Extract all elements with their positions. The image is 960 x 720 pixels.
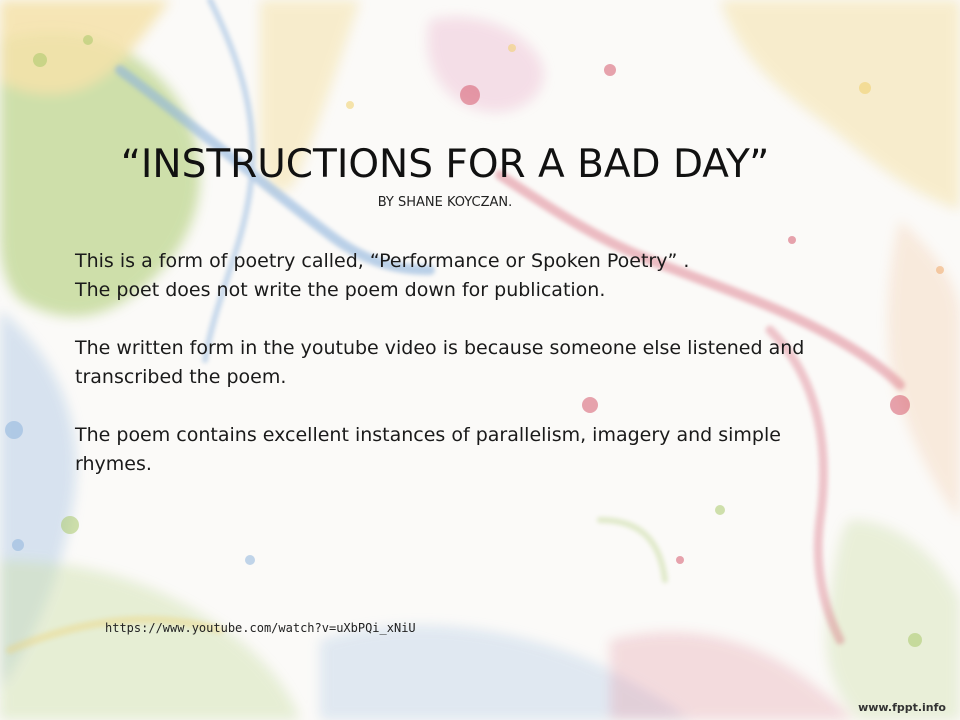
slide-subtitle: BY SHANE KOYCZAN. <box>377 195 513 210</box>
body-paragraph-2: The poet does not write the poem down for publication. <box>75 279 606 301</box>
body-paragraph-1: This is a form of poetry called, “Performance or Spoken Poetry” . <box>75 250 690 272</box>
body-paragraph-4: The poem contains excellent instances of parallelism, imagery and simple rhymes. <box>75 424 781 475</box>
brand-watermark: www.fppt.info <box>858 701 946 714</box>
paragraph-spacer <box>75 305 815 334</box>
youtube-link[interactable]: https://www.youtube.com/watch?v=uXbPQi_xNiU <box>105 621 416 635</box>
slide-title: “INSTRUCTIONS FOR A BAD DAY” <box>120 142 770 187</box>
body-paragraph-3: The written form in the youtube video is because someone else listened and transcribed the poem. <box>75 337 805 388</box>
paragraph-spacer <box>75 392 815 421</box>
slide-body <box>75 247 815 479</box>
